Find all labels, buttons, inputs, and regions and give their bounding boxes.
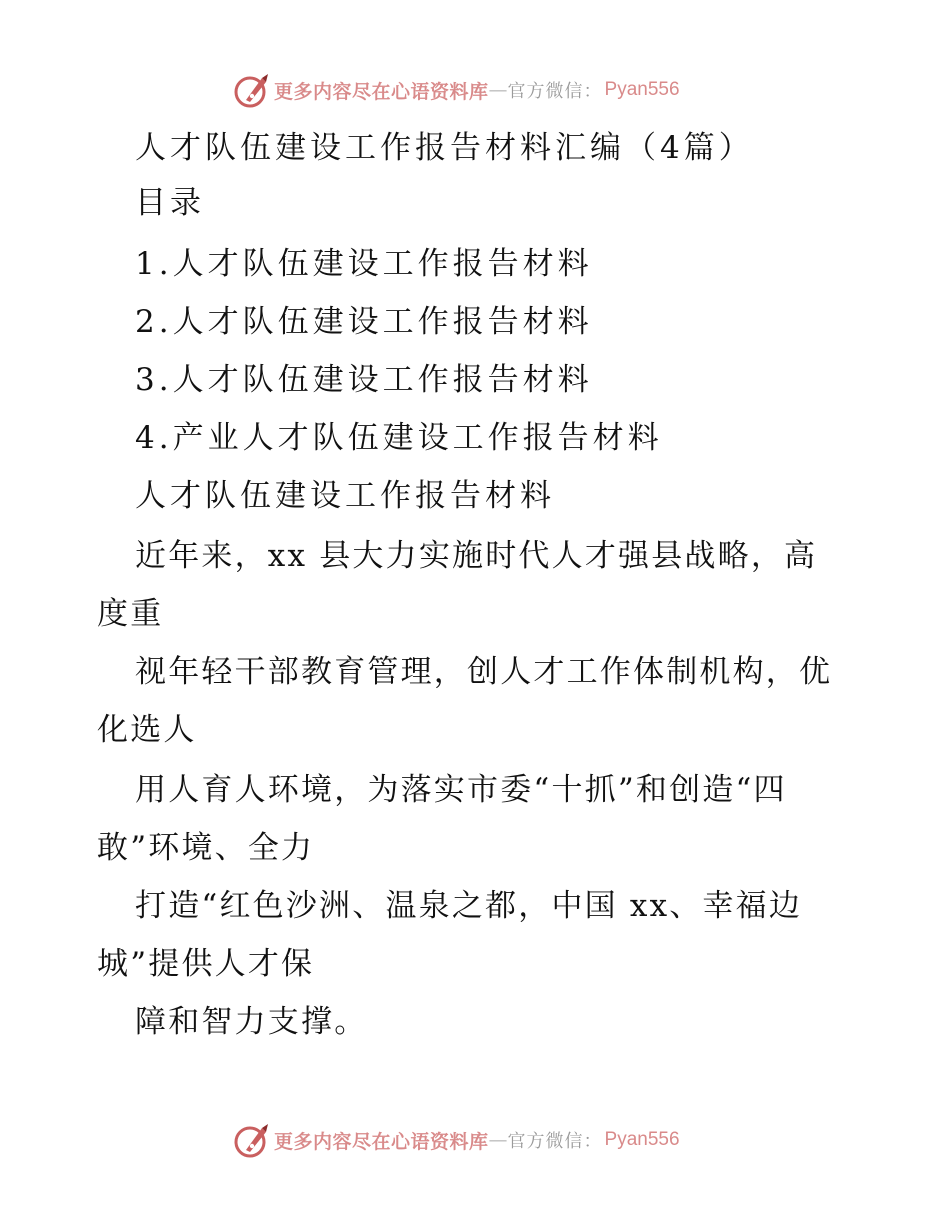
watermark-brand-text: 更多内容尽在心语资料库 [274, 1130, 489, 1153]
toc-heading: 目录 [135, 185, 205, 221]
watermark-wechat-id: Pyan556 [604, 1129, 680, 1150]
pen-nib-circle-icon [232, 1120, 272, 1160]
watermark-label: 官方微信： [507, 81, 603, 102]
watermark-wechat-id: Pyan556 [604, 79, 680, 100]
document-title: 人才队伍建设工作报告材料汇编（4篇） [135, 130, 754, 166]
watermark-brand-text: 更多内容尽在心语资料库 [274, 80, 489, 103]
header-watermark [232, 70, 680, 110]
toc-item-2: 2.人才队伍建设工作报告材料 [135, 304, 593, 340]
toc-item-4: 4.产业人才队伍建设工作报告材料 [135, 420, 663, 456]
watermark-label: 官方微信： [507, 1131, 603, 1152]
toc-item-3: 3.人才队伍建设工作报告材料 [135, 362, 593, 398]
body-line-3: 视年轻干部教育管理，创人才工作体制机构，优 [135, 654, 833, 690]
body-line-8: 城”提供人才保 [97, 946, 315, 982]
footer-watermark [232, 1120, 680, 1160]
body-line-5: 用人育人环境，为落实市委“十抓”和创造“四 [135, 772, 787, 808]
body-line-4: 化选人 [97, 712, 197, 748]
watermark-dash: — [488, 79, 508, 101]
body-line-2: 度重 [97, 596, 164, 632]
watermark-dash: — [488, 1129, 508, 1151]
body-line-7: 打造“红色沙洲、温泉之都，中国 xx、幸福边 [135, 888, 803, 924]
body-line-6: 敢”环境、全力 [97, 830, 315, 866]
body-line-1: 近年来，xx 县大力实施时代人才强县战略，高 [135, 538, 818, 574]
pen-nib-circle-icon [232, 70, 272, 110]
body-line-9: 障和智力支撑。 [135, 1004, 368, 1040]
toc-item-1: 1.人才队伍建设工作报告材料 [135, 246, 593, 282]
section-title: 人才队伍建设工作报告材料 [135, 478, 555, 514]
